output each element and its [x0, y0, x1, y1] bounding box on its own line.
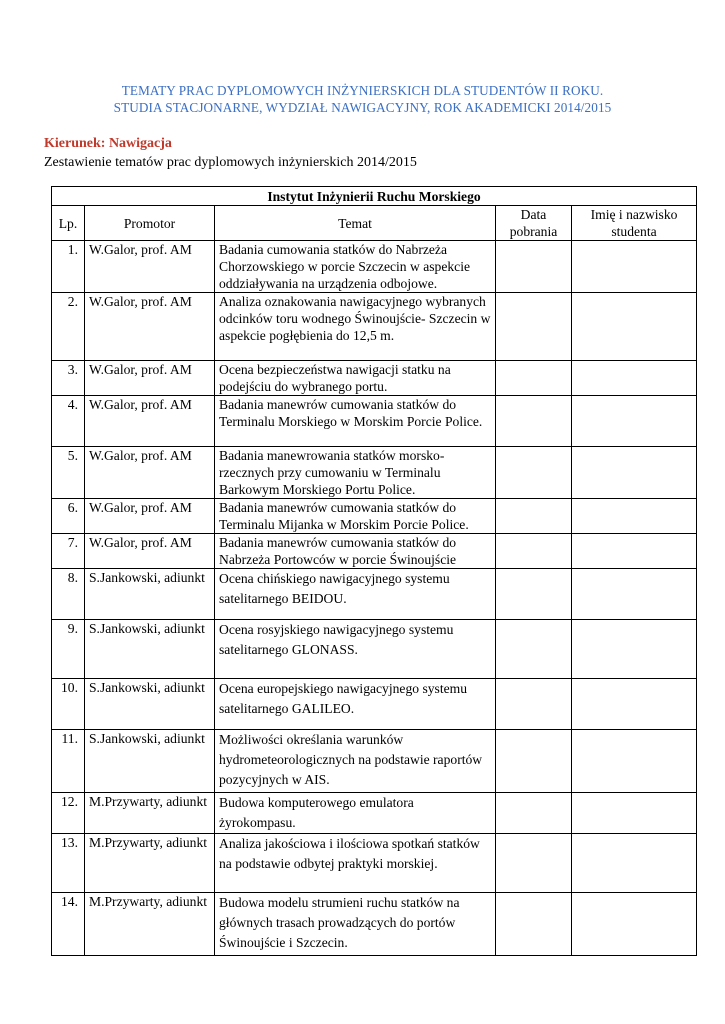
table-row [52, 893, 697, 956]
cell-promotor: S.Jankowski, adiunkt [85, 569, 215, 620]
table-body [52, 241, 697, 956]
cell-promotor: M.Przywarty, adiunkt [85, 893, 215, 956]
cell-student[interactable] [572, 730, 697, 793]
cell-student[interactable] [572, 569, 697, 620]
cell-promotor: W.Galor, prof. AM [85, 447, 215, 499]
table-row [52, 447, 697, 499]
cell-data-pobrania[interactable] [496, 447, 572, 499]
cell-lp: 14. [52, 893, 85, 956]
cell-temat: Badania manewrowania statków morsko-rzecznych przy cumowaniu w Terminalu Barkowym Morskiego Portu Police. [215, 447, 496, 499]
cell-promotor: S.Jankowski, adiunkt [85, 620, 215, 679]
cell-lp: 3. [52, 361, 85, 396]
cell-data-pobrania[interactable] [496, 534, 572, 569]
cell-data-pobrania[interactable] [496, 361, 572, 396]
cell-data-pobrania[interactable] [496, 293, 572, 361]
cell-temat: Badania manewrów cumowania statków do Terminalu Mijanka w Morskim Porcie Police. [215, 499, 496, 534]
cell-lp: 2. [52, 293, 85, 361]
table-row [52, 793, 697, 834]
cell-data-pobrania[interactable] [496, 730, 572, 793]
table-row [52, 241, 697, 293]
cell-student[interactable] [572, 620, 697, 679]
cell-lp: 11. [52, 730, 85, 793]
cell-data-pobrania[interactable] [496, 396, 572, 447]
table-row [52, 620, 697, 679]
cell-temat: Możliwości określania warunków hydrometeorologicznych na podstawie raportów pozycyjnych w AIS. [215, 730, 496, 793]
cell-student[interactable] [572, 893, 697, 956]
cell-promotor: W.Galor, prof. AM [85, 534, 215, 569]
cell-data-pobrania[interactable] [496, 793, 572, 834]
cell-student[interactable] [572, 499, 697, 534]
cell-lp: 13. [52, 834, 85, 893]
institute-header: Instytut Inżynierii Ruchu Morskiego [52, 187, 697, 206]
cell-promotor: W.Galor, prof. AM [85, 293, 215, 361]
col-temat: Temat [215, 206, 496, 241]
cell-student[interactable] [572, 834, 697, 893]
cell-promotor: W.Galor, prof. AM [85, 396, 215, 447]
table-row [52, 499, 697, 534]
cell-lp: 7. [52, 534, 85, 569]
cell-student[interactable] [572, 293, 697, 361]
cell-temat: Ocena bezpieczeństwa nawigacji statku na podejściu do wybranego portu. [215, 361, 496, 396]
cell-data-pobrania[interactable] [496, 241, 572, 293]
table-row [52, 534, 697, 569]
col-data-pobrania: Data pobrania [496, 206, 572, 241]
cell-temat: Ocena europejskiego nawigacyjnego systemu satelitarnego GALILEO. [215, 679, 496, 730]
header-line-2: STUDIA STACJONARNE, WYDZIAŁ NAWIGACYJNY, ROK AKADEMICKI 2014/2015 [113, 100, 612, 115]
cell-promotor: S.Jankowski, adiunkt [85, 730, 215, 793]
cell-promotor: W.Galor, prof. AM [85, 361, 215, 396]
cell-promotor: W.Galor, prof. AM [85, 241, 215, 293]
cell-promotor: S.Jankowski, adiunkt [85, 679, 215, 730]
document-subtitle: Zestawienie tematów prac dyplomowych inżynierskich 2014/2015 [44, 155, 417, 170]
cell-student[interactable] [572, 361, 697, 396]
cell-temat: Budowa modelu strumieni ruchu statków na głównych trasach prowadzących do portów Świnoujście i Szczecin. [215, 893, 496, 956]
cell-temat: Budowa komputerowego emulatora żyrokompasu. [215, 793, 496, 834]
cell-data-pobrania[interactable] [496, 620, 572, 679]
table-row [52, 293, 697, 361]
cell-promotor: M.Przywarty, adiunkt [85, 834, 215, 893]
cell-temat: Ocena chińskiego nawigacyjnego systemu satelitarnego BEIDOU. [215, 569, 496, 620]
table-row [52, 396, 697, 447]
cell-student[interactable] [572, 679, 697, 730]
cell-data-pobrania[interactable] [496, 834, 572, 893]
cell-promotor: W.Galor, prof. AM [85, 499, 215, 534]
cell-student[interactable] [572, 793, 697, 834]
cell-student[interactable] [572, 241, 697, 293]
cell-lp: 6. [52, 499, 85, 534]
cell-temat: Analiza jakościowa i ilościowa spotkań statków na podstawie odbytej praktyki morskiej. [215, 834, 496, 893]
cell-temat: Ocena rosyjskiego nawigacyjnego systemu satelitarnego GLONASS. [215, 620, 496, 679]
cell-lp: 4. [52, 396, 85, 447]
cell-temat: Badania manewrów cumowania statków do Terminalu Morskiego w Morskim Porcie Police. [215, 396, 496, 447]
cell-student[interactable] [572, 534, 697, 569]
cell-lp: 8. [52, 569, 85, 620]
cell-lp: 10. [52, 679, 85, 730]
field-of-study: Kierunek: Nawigacja [44, 136, 172, 151]
document-header [0, 82, 725, 116]
col-student: Imię i nazwisko studenta [572, 206, 697, 241]
cell-lp: 9. [52, 620, 85, 679]
cell-data-pobrania[interactable] [496, 893, 572, 956]
header-line-1: TEMATY PRAC DYPLOMOWYCH INŻYNIERSKICH DLA STUDENTÓW II ROKU. [121, 83, 604, 98]
table-row [52, 569, 697, 620]
cell-data-pobrania[interactable] [496, 499, 572, 534]
cell-data-pobrania[interactable] [496, 679, 572, 730]
table-row [52, 834, 697, 893]
table-row [52, 730, 697, 793]
cell-student[interactable] [572, 396, 697, 447]
cell-lp: 1. [52, 241, 85, 293]
cell-lp: 5. [52, 447, 85, 499]
cell-temat: Analiza oznakowania nawigacyjnego wybranych odcinków toru wodnego Świnoujście- Szczecin w aspekcie pogłębienia do 12,5 m. [215, 293, 496, 361]
cell-temat: Badania cumowania statków do Nabrzeża Chorzowskiego w porcie Szczecin w aspekcie oddziaływania na urządzenia odbojowe. [215, 241, 496, 293]
table-row [52, 679, 697, 730]
col-promotor: Promotor [85, 206, 215, 241]
topics-table [51, 186, 697, 956]
cell-lp: 12. [52, 793, 85, 834]
col-lp: Lp. [52, 206, 85, 241]
column-headers [52, 206, 697, 241]
cell-student[interactable] [572, 447, 697, 499]
cell-temat: Badania manewrów cumowania statków do Nabrzeża Portowców w porcie Świnoujście [215, 534, 496, 569]
cell-data-pobrania[interactable] [496, 569, 572, 620]
cell-promotor: M.Przywarty, adiunkt [85, 793, 215, 834]
table-row [52, 361, 697, 396]
